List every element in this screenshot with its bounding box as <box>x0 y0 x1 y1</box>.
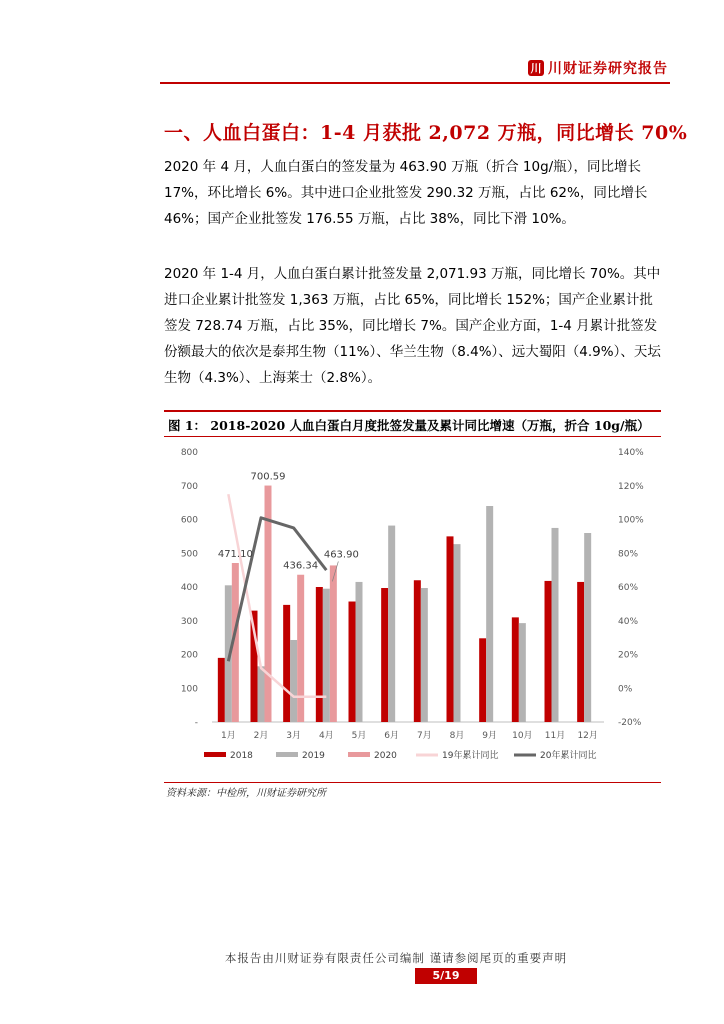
bar-data-label: 471.10 <box>217 549 253 561</box>
y-left-tick-label: 200 <box>180 650 198 661</box>
bar-2019 <box>454 544 461 722</box>
legend-label: 20年累计同比 <box>540 751 597 761</box>
bar-data-label: 436.34 <box>283 560 319 572</box>
bar-2019 <box>421 588 428 722</box>
y-right-tick-label: 100% <box>618 515 644 526</box>
section-title: 一、人血白蛋白：1-4 月获批 2,072 万瓶，同比增长 70% <box>164 122 688 144</box>
bar-2018 <box>512 617 519 722</box>
chart <box>164 438 661 778</box>
bar-2019 <box>519 623 526 722</box>
bar-2019 <box>486 506 493 722</box>
brand-name: 川财证券研究报告 <box>548 61 668 77</box>
footer-disclaimer: 本报告由川财证券有限责任公司编制 谨请参阅尾页的重要声明 <box>224 951 568 965</box>
y-right-tick-label: 0% <box>618 684 633 695</box>
bar-2018 <box>447 536 454 722</box>
bar-2020 <box>330 565 337 722</box>
y-left-tick-label: 300 <box>180 616 198 627</box>
x-tick-label: 2月 <box>253 731 269 741</box>
y-left-tick-label: 700 <box>180 481 198 492</box>
bar-2019 <box>323 589 330 722</box>
bar-2019 <box>388 526 395 722</box>
x-tick-label: 10月 <box>512 731 533 741</box>
bar-2018 <box>283 605 290 722</box>
line-20年累计同比 <box>228 518 326 661</box>
y-right-tick-label: 120% <box>618 481 644 492</box>
bar-2019 <box>584 533 591 722</box>
legend-label: 2019 <box>302 751 325 761</box>
x-tick-label: 5月 <box>351 731 367 741</box>
legend-label: 2018 <box>230 751 253 761</box>
header-rule <box>160 82 670 84</box>
y-left-tick-label: 100 <box>180 684 198 695</box>
bar-2019 <box>356 582 363 722</box>
bar-2018 <box>218 658 225 722</box>
y-right-tick-label: 80% <box>618 549 639 560</box>
x-tick-label: 11月 <box>544 731 566 741</box>
y-left-tick-label: 800 <box>180 448 198 458</box>
y-left-tick-label: 400 <box>180 583 198 593</box>
bar-2018 <box>479 638 486 722</box>
figure-title-rule <box>164 436 661 437</box>
x-tick-label: 3月 <box>286 731 302 741</box>
y-left-tick-label: - <box>194 718 198 728</box>
bar-2019 <box>258 666 265 722</box>
y-left-tick-label: 500 <box>180 549 198 560</box>
bar-2018 <box>577 582 584 722</box>
bar-2018 <box>316 587 323 722</box>
paragraph-monthly: 2020 年 4 月，人血白蛋白的签发量为 463.90 万瓶（折合 10g/瓶），同比增长 17%，环比增长 6%。其中进口企业批签发 290.32 万瓶，占比 62%，同比增长 46%；国产企业批签发 176.55 万瓶，占比 38%，同比下滑 10%。 <box>164 159 648 227</box>
bar-2019 <box>290 640 297 722</box>
y-right-tick-label: 140% <box>618 448 644 458</box>
bar-2019 <box>552 528 559 722</box>
y-right-tick-label: -20% <box>618 718 642 728</box>
x-tick-label: 6月 <box>384 731 400 741</box>
bar-2018 <box>414 580 421 722</box>
x-tick-label: 8月 <box>449 731 465 741</box>
legend-swatch-2018 <box>204 752 226 757</box>
brand <box>528 58 668 78</box>
legend-swatch-2019 <box>276 752 298 757</box>
bar-data-label: 700.59 <box>250 471 286 483</box>
x-tick-label: 9月 <box>482 731 498 741</box>
figure-source: 资料来源：中检所，川财证券研究所 <box>166 788 326 799</box>
bar-2018 <box>545 581 552 722</box>
y-right-tick-label: 20% <box>618 650 639 661</box>
bar-data-label: 463.90 <box>323 549 359 561</box>
x-tick-label: 7月 <box>416 731 432 741</box>
figure <box>164 410 661 783</box>
legend-label: 2020 <box>374 751 397 761</box>
x-tick-label: 4月 <box>318 731 334 741</box>
y-left-tick-label: 600 <box>180 515 198 526</box>
figure-title: 图 1： 2018-2020 人血白蛋白月度批签发量及累计同比增速（万瓶，折合 10g/瓶） <box>168 418 650 433</box>
legend-label: 19年累计同比 <box>442 751 499 761</box>
y-right-tick-label: 60% <box>618 583 639 593</box>
paragraph-cumulative: 2020 年 1-4 月，人血白蛋白累计批签发量 2,071.93 万瓶，同比增长 70%。其中进口企业累计批签发 1,363 万瓶，占比 65%，同比增长 152%；国产企业累计批签发 728.74 万瓶，占比 35%，同比增长 7%。国产企业方面，1-4 月累计批签发份额最大的依次是泰邦生物（11%）、华兰生物（8.4%）、远大蜀阳（4.9%）、天坛生物（4.3%）、上海莱士（2.8%）。 <box>164 266 661 386</box>
bar-2020 <box>297 575 304 722</box>
x-tick-label: 1月 <box>220 731 236 741</box>
bar-2018 <box>381 588 388 722</box>
bar-2018 <box>349 602 356 722</box>
y-right-tick-label: 40% <box>618 616 639 627</box>
legend-swatch-2020 <box>348 752 370 757</box>
page-number: 5/19 <box>415 968 477 984</box>
x-tick-label: 12月 <box>577 731 598 741</box>
brand-logo: 川 <box>528 60 544 76</box>
